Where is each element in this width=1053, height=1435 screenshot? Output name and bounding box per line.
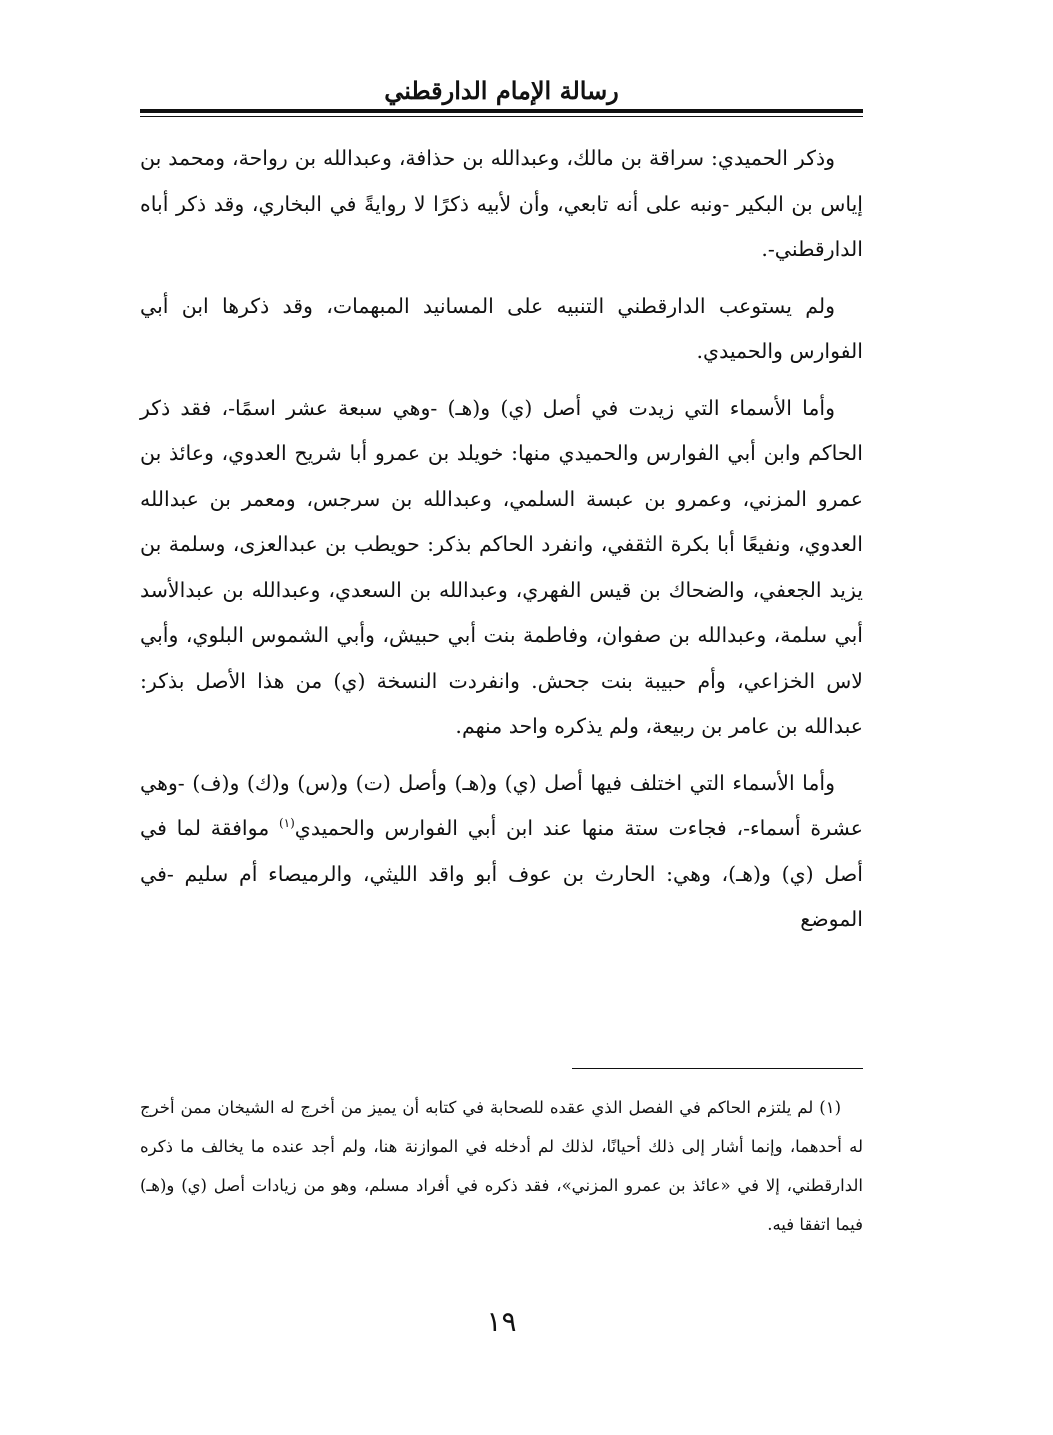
body-paragraph: وأما الأسماء التي زيدت في أصل (ي) و(هـ) -وهي سبعة عشر اسمًا-، فقد ذكر الحاكم وابن أبي الفوارس والحميدي منها: خويلد بن عمرو أبا شريح العدوي، وعائذ بن عمرو المزني، وعمرو بن عبسة السلمي، وعبدالله بن سرجس، ومعمر بن عبدالله العدوي، ونفيعًا أبا بكرة الثقفي، وانفرد الحاكم بذكر: حويطب بن عبدالعزى، وسلمة بن يزيد الجعفي، والضحاك بن قيس الفهري، وعبدالله بن السعدي، وعبدالله بن عبدالأسد أبي سلمة، وعبدالله بن صفوان، وفاطمة بنت أبي حبيش، وأبي الشموس البلوي، وأبي لاس الخزاعي، وأم حبيبة بنت جحش. وانفردت النسخة (ي) من هذا الأصل بذكر: عبدالله بن عامر بن ربيعة، ولم يذكره واحد منهم. [140,395,863,738]
footnote-reference-mark[interactable]: (١) [278,816,295,831]
header-divider-thick [140,109,863,113]
footnote-item: (١) لم يلتزم الحاكم في الفصل الذي عقده للصحابة في كتابه أن يميز من أخرج له الشيخان ممن أخرج له أحدهما، وإنما أشار إلى ذلك أحيانًا، لذلك لم أدخله في الموازنة هنا، ولم أجد عنده ما يخالف ما ذكره الدارقطني، إلا في «عائذ بن عمرو المزني»، فقد ذكره في أفراد مسلم، وهو من زيادات أصل (ي) و(هـ) فيما اتفقا فيه. [140,1098,863,1234]
body-paragraph-last [140,761,863,943]
page-number: ١٩ [486,1305,517,1338]
body-paragraph: وذكر الحميدي: سراقة بن مالك، وعبدالله بن حذافة، وعبدالله بن رواحة، ومحمد بن إياس بن البكير -ونبه على أنه تابعي، وأن لأبيه ذكرًا لا روايةً في البخاري، وقد ذكر أباه الدارقطني-. [140,146,863,261]
paragraph-text-before-footnote-ref: وأما الأسماء التي اختلف فيها أصل (ي) و(هـ) وأصل (ت) و(س) و(ك) و(ف) -وهي عشرة أسماء-، فجاءت ستة منها عند ابن أبي الفوارس والحميدي [140,770,863,840]
footnotes-section [140,1088,863,1244]
body-paragraph: ولم يستوعب الدارقطني التنبيه على المسانيد المبهمات، وقد ذكرها ابن أبي الفوارس والحميدي. [140,293,863,363]
paragraph-text-after-footnote-ref: موافقة لما في أصل (ي) و(هـ)، وهي: الحارث بن عوف أبو واقد الليثي، والرميصاء أم سليم -في الموضع [140,816,863,931]
header-divider-thin [140,116,863,117]
footnote-separator [572,1068,863,1069]
running-header-title: رسالة الإمام الدارقطني [384,76,619,105]
main-body-text [140,136,863,954]
